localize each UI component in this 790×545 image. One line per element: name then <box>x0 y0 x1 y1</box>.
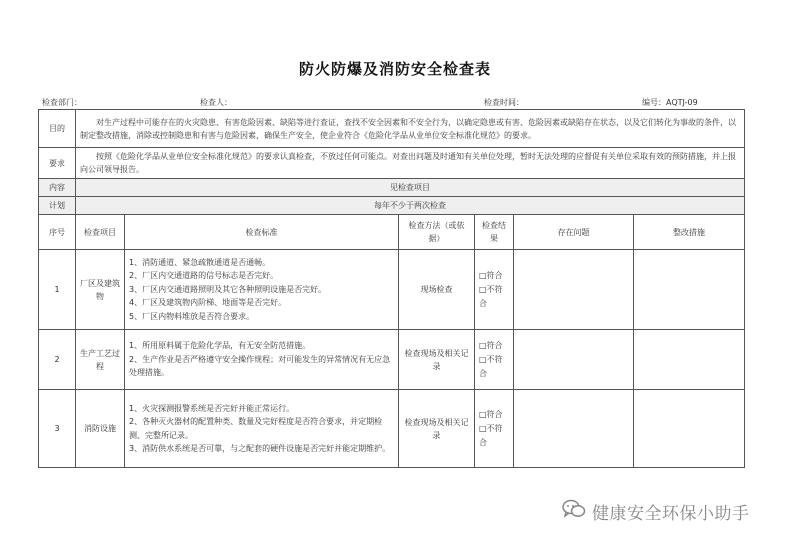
header-method: 检查方法（或依据） <box>399 215 475 250</box>
wechat-icon <box>562 498 586 524</box>
result-no-checkbox[interactable]: □不符合 <box>479 423 503 447</box>
row-issue[interactable] <box>514 390 634 468</box>
row-rectify[interactable] <box>634 390 745 468</box>
header-rectify: 整改措施 <box>634 215 745 250</box>
requirement-row <box>39 148 745 179</box>
row-no: 2 <box>39 330 76 390</box>
row-issue[interactable] <box>514 250 634 330</box>
time-label: 检查时间： <box>484 98 524 107</box>
row-standards <box>125 330 399 390</box>
watermark-text: 健康安全环保小助手 <box>592 503 750 524</box>
result-yes-checkbox[interactable]: □符合 <box>479 340 503 350</box>
row-issue[interactable] <box>514 330 634 390</box>
standard-item: 3、厂区内交通道路照明及其它各种照明设施是否完好。 <box>129 284 327 294</box>
header-item: 检查项目 <box>76 215 125 250</box>
requirement-label: 要求 <box>39 148 76 179</box>
row-item: 生产工艺过程 <box>76 330 125 390</box>
page-title: 防火防爆及消防安全检查表 <box>298 60 491 78</box>
row-no: 3 <box>39 390 76 468</box>
row-result <box>475 250 514 330</box>
header-standard: 检查标准 <box>125 215 399 250</box>
result-no-checkbox[interactable]: □不符合 <box>479 354 503 378</box>
requirement-text: 按照《危险化学品从业单位安全标准化规范》的要求认真检查，不放过任何可能点。对查出问题及时通知有关单位处理，暂时无法处理的应督促有关单位采取有效的预防措施，并上报向公司领导报告。 <box>76 148 745 179</box>
content-row <box>39 179 745 197</box>
inspector-label: 检查人： <box>200 98 232 107</box>
table-row <box>39 330 745 390</box>
result-yes-checkbox[interactable]: □符合 <box>479 409 503 419</box>
row-rectify[interactable] <box>634 330 745 390</box>
row-result <box>475 390 514 468</box>
row-method: 检查现场及相关记录 <box>399 330 475 390</box>
result-yes-checkbox[interactable]: □符合 <box>479 270 503 280</box>
content-label: 内容 <box>39 179 76 197</box>
plan-value: 每年不少于两次检查 <box>76 197 745 215</box>
meta-row <box>38 96 744 110</box>
table-row <box>39 250 745 330</box>
header-no: 序号 <box>39 215 76 250</box>
header-row <box>39 215 745 250</box>
header-issue: 存在问题 <box>514 215 634 250</box>
standard-item: 5、厂区内物料堆放是否符合要求。 <box>129 311 255 321</box>
row-method: 现场检查 <box>399 250 475 330</box>
row-no: 1 <box>39 250 76 330</box>
result-no-checkbox[interactable]: □不符合 <box>479 284 503 308</box>
standard-item: 1、消防通道、紧急疏散通道是否通畅。 <box>129 257 271 267</box>
dept-label: 检查部门： <box>42 98 82 107</box>
standard-item: 4、厂区及建筑物内阶梯、地面等是否完好。 <box>129 298 287 308</box>
watermark <box>562 498 782 524</box>
row-standards <box>125 390 399 468</box>
table-row <box>39 390 745 468</box>
inspection-table <box>38 109 745 468</box>
standard-item: 2、生产作业是否严格遵守安全操作规程；对可能发生的异常情况有无应急处理措施。 <box>129 354 391 378</box>
row-item: 消防设施 <box>76 390 125 468</box>
standard-item: 2、厂区内交通道路的信号标志是否完好。 <box>129 271 279 281</box>
standard-item: 1、火灾探测报警系统是否完好并能正常运行。 <box>129 403 295 413</box>
purpose-row <box>39 110 745 148</box>
standard-item: 1、所用原料属于危险化学品，有无安全防范措施。 <box>129 341 311 351</box>
code-label: 编号：AQTJ-09 <box>642 98 698 107</box>
content-value: 见检查项目 <box>76 179 745 197</box>
row-method: 检查现场及相关记录 <box>399 390 475 468</box>
row-result <box>475 330 514 390</box>
row-rectify[interactable] <box>634 250 745 330</box>
purpose-text: 对生产过程中可能存在的火灾隐患、有害危险因素、缺陷等进行查证，查找不安全因素和不安全行为，以确定隐患或有害、危险因素或缺陷存在状态，以及它们转化为事故的条件，以制定整改措施，消除或控制隐患和有害与危险因素，确保生产安全，使企业符合《危险化学品从业单位安全标准化规范》的要求。 <box>76 110 745 148</box>
standard-item: 3、消防供水系统是否可靠，与之配套的硬件设施是否完好并能定期维护。 <box>129 444 391 453</box>
plan-row <box>39 197 745 215</box>
purpose-label: 目的 <box>39 110 76 148</box>
standard-item: 2、各种灭火器材的配置种类、数量及完好程度是否符合要求，并定期检测、完整所记录。 <box>129 417 383 440</box>
row-standards <box>125 250 399 330</box>
header-result: 检查结果 <box>475 215 514 250</box>
plan-label: 计划 <box>39 197 76 215</box>
row-item: 厂区及建筑物 <box>76 250 125 330</box>
